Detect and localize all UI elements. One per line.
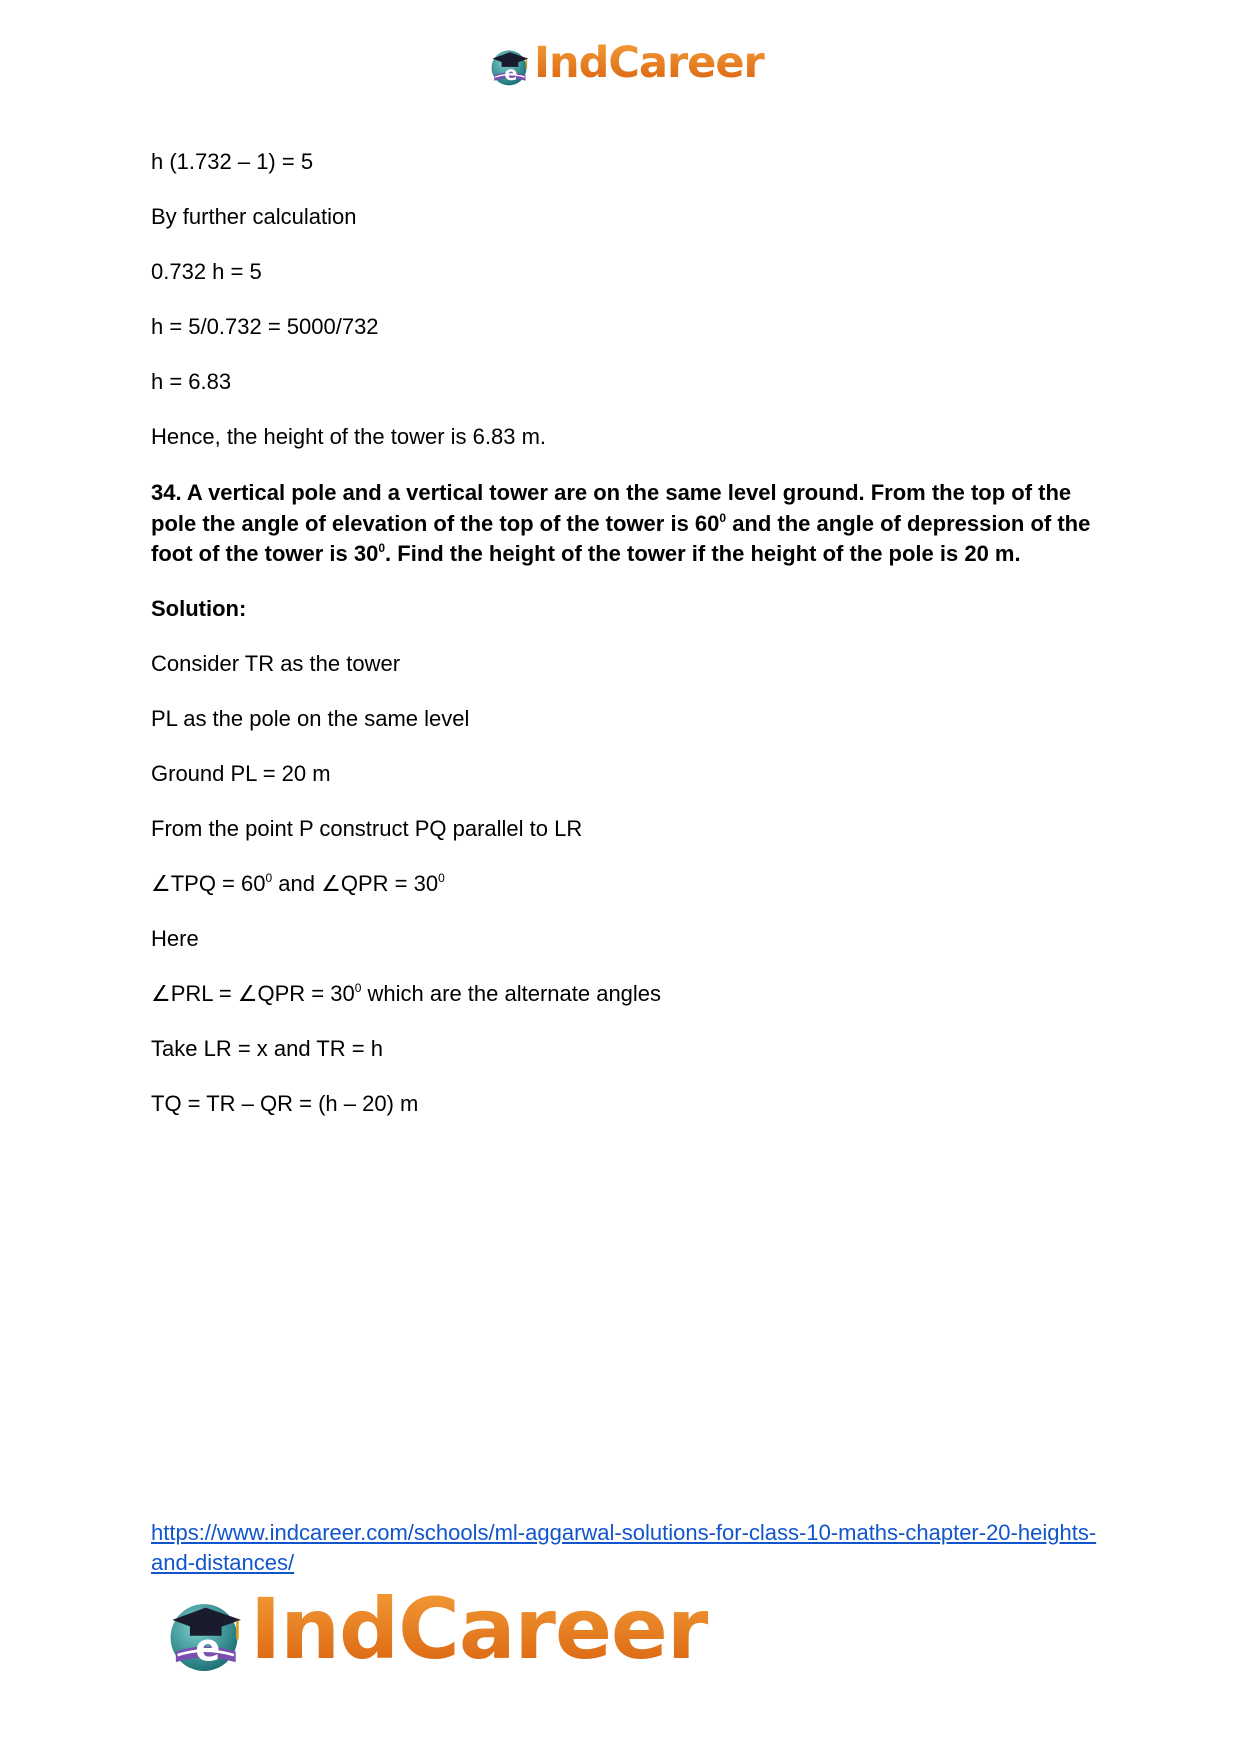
solution-heading: Solution: [151, 595, 247, 621]
body-line: By further calculation [151, 204, 357, 229]
svg-text:e: e [504, 61, 518, 85]
graduation-cap-book-icon [160, 1590, 248, 1678]
footer-logo-text [250, 1580, 710, 1689]
solution-line: Take LR = x and TR = h [151, 1035, 383, 1061]
svg-text:IndCareer: IndCareer [534, 38, 764, 87]
solution-line: From the point P construct PQ parallel to LR [151, 815, 583, 841]
question-34: 34. A vertical pole and a vertical tower are on the same level ground. From the top of the pole the angle of elevation of the top of the tower is $60^0$ and the angle of depression of the foot of the tower is $30^0$. Find the height of the tower if the height of the pole is 20 m. [151, 480, 1091, 566]
graduation-cap-book-icon [486, 43, 532, 89]
body-line: h = 6.83 [151, 369, 232, 394]
body-line: h (1.732 – 1) = 5 [151, 149, 314, 174]
solution-line: Consider TR as the tower [151, 650, 401, 676]
body-line: 0.732 h = 5 [151, 259, 262, 284]
svg-text:IndCareer: IndCareer [250, 1579, 708, 1676]
header-logo [486, 40, 770, 92]
solution-line: Ground PL = 20 m [151, 760, 331, 786]
solution-line: TQ = TR – QR = (h – 20) m [151, 1090, 419, 1116]
angle-line: ∠TPQ = $60^0$ and ∠QPR = $30^0$ [151, 870, 445, 896]
solution-line: PL as the pole on the same level [151, 705, 470, 731]
body-line: h = 5/0.732 = 5000/732 [151, 314, 379, 339]
header-logo-text [534, 37, 770, 95]
alternate-angle-line: ∠PRL = ∠QPR = $30^0$ which are the alternate angles [151, 980, 662, 1006]
here-line: Here [151, 925, 199, 951]
svg-text:e: e [195, 1626, 221, 1670]
page-content [151, 148, 1091, 1145]
footer-source-link[interactable]: https://www.indcareer.com/schools/ml-aggarwal-solutions-for-class-10-maths-chapter-20-heights-and-distances/ [151, 1520, 1097, 1575]
footer-logo [160, 1579, 710, 1682]
conclusion-line: Hence, the height of the tower is 6.83 m. [151, 424, 547, 449]
